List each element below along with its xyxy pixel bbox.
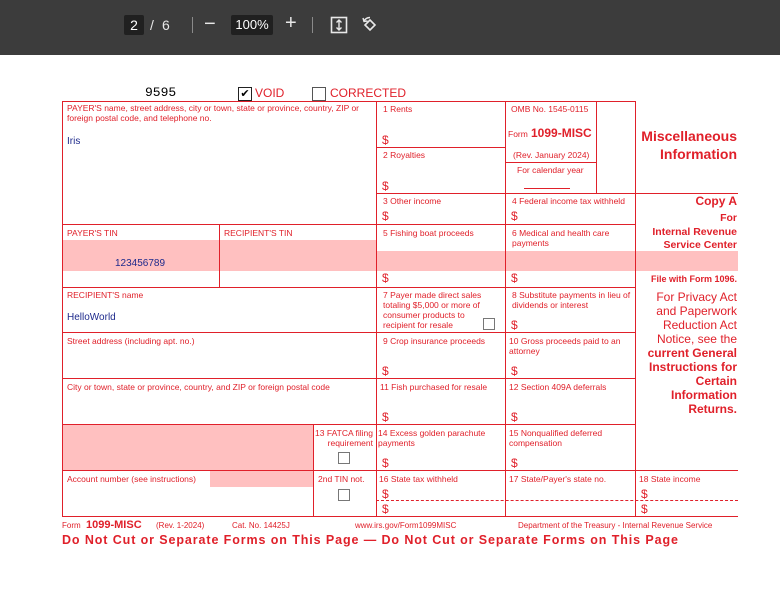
zoom-in-button[interactable]: + — [285, 12, 297, 34]
corrected-checkbox[interactable] — [312, 87, 326, 101]
recipient-tin-field[interactable] — [220, 240, 376, 271]
do-not-cut-notice: Do Not Cut or Separate Forms on This Page — Do Not Cut or Separate Forms on This Page — [62, 533, 679, 547]
payer-name-value[interactable]: Iris — [67, 136, 81, 147]
footer-form-prefix: Form — [62, 521, 81, 530]
box14-label: 14 Excess golden parachute payments — [378, 428, 486, 448]
second-tin-label: 2nd TIN not. — [318, 474, 365, 484]
box5-dollar[interactable]: $ — [382, 271, 389, 285]
calendar-year-label: For calendar year — [517, 165, 584, 175]
box18-label: 18 State income — [639, 474, 701, 484]
box5-shade — [377, 251, 505, 271]
rotate-icon[interactable] — [360, 15, 380, 35]
street-address-label: Street address (including apt. no.) — [67, 336, 195, 346]
footer-cat-no: Cat. No. 14425J — [232, 521, 290, 530]
form-name: 1099-MISC — [531, 126, 592, 140]
box16-dollar-2[interactable]: $ — [382, 502, 389, 516]
privacy-line5: current General — [647, 346, 737, 360]
footer-url: www.irs.gov/Form1099MISC — [355, 521, 457, 530]
box2-label: 2 Royalties — [383, 150, 426, 160]
box1-dollar[interactable]: $ — [382, 133, 389, 147]
box10-label: 10 Gross proceeds paid to an attorney — [509, 336, 621, 356]
privacy-line6: Instructions for — [648, 360, 737, 374]
box15-dollar[interactable]: $ — [511, 456, 518, 470]
page-total: 6 — [162, 17, 170, 33]
right-shade — [636, 251, 738, 271]
payer-tin-label: PAYER'S TIN — [67, 228, 118, 238]
box15-label: 15 Nonqualified deferred compensation — [509, 428, 603, 448]
zoom-out-button[interactable]: − — [204, 13, 216, 35]
box12-label: 12 Section 409A deferrals — [509, 382, 607, 392]
box16-label: 16 State tax withheld — [379, 474, 458, 484]
privacy-line4: Notice, see the — [656, 332, 737, 346]
box8-dollar[interactable]: $ — [511, 318, 518, 332]
box3-label: 3 Other income — [383, 196, 442, 206]
copy-irs-line1: Internal Revenue — [652, 226, 737, 238]
form-prefix: Form — [508, 129, 528, 139]
payer-tin-value: 123456789 — [115, 258, 166, 269]
box4-dollar[interactable]: $ — [511, 209, 518, 223]
box6-shade — [506, 251, 635, 271]
toolbar-divider — [312, 17, 313, 33]
privacy-line1: For Privacy Act — [656, 290, 737, 304]
recipient-name-value[interactable]: HelloWorld — [67, 312, 116, 323]
box4-label: 4 Federal income tax withheld — [512, 196, 625, 206]
revision-date: (Rev. January 2024) — [513, 150, 590, 160]
void-checkbox[interactable] — [238, 87, 252, 101]
box10-dollar[interactable]: $ — [511, 364, 518, 378]
city-label: City or town, state or province, country, and ZIP or foreign postal code — [67, 382, 330, 392]
fit-page-icon[interactable] — [330, 16, 348, 34]
form-title-line1: Miscellaneous — [641, 128, 737, 144]
page-number-input[interactable]: 2 — [124, 15, 144, 35]
account-number-field[interactable] — [210, 471, 313, 487]
recipient-tin-label: RECIPIENT'S TIN — [224, 228, 293, 238]
footer-form-name: 1099-MISC — [86, 519, 142, 531]
box7-label: 7 Payer made direct sales totaling $5,000 or more of consumer products to recipient for resale — [383, 290, 482, 330]
toolbar-divider — [192, 17, 193, 33]
box13-checkbox[interactable] — [338, 452, 350, 464]
box13-label: 13 FATCA filing requirement — [315, 428, 373, 448]
privacy-line8: Information — [671, 388, 737, 402]
privacy-line3: Reduction Act — [662, 318, 737, 332]
page-separator: / — [150, 17, 154, 33]
box7-checkbox[interactable] — [483, 318, 495, 330]
copy-a-label: Copy A — [695, 194, 737, 208]
box16-dollar-1[interactable]: $ — [382, 487, 389, 501]
box18-dollar-1[interactable]: $ — [641, 487, 648, 501]
box8-label: 8 Substitute payments in lieu of dividends or interest — [512, 290, 631, 310]
footer-department: Department of the Treasury - Internal Revenue Service — [518, 521, 713, 530]
form-code: 9595 — [145, 85, 177, 100]
form-footer — [62, 519, 738, 533]
footer-rev: (Rev. 1-2024) — [156, 521, 205, 530]
box5-label: 5 Fishing boat proceeds — [383, 228, 474, 238]
privacy-line9: Returns. — [688, 402, 737, 416]
box6-dollar[interactable]: $ — [511, 271, 518, 285]
privacy-line7: Certain — [695, 374, 737, 388]
copy-irs-line2: Service Center — [663, 239, 737, 251]
box2-dollar[interactable]: $ — [382, 179, 389, 193]
box1-label: 1 Rents — [383, 104, 413, 114]
box11-label: 11 Fish purchased for resale — [380, 382, 488, 392]
checkmark-icon: ✔ — [240, 88, 250, 100]
account-number-label: Account number (see instructions) — [67, 474, 196, 484]
box17-label: 17 State/Payer's state no. — [509, 474, 607, 484]
box11-dollar[interactable]: $ — [382, 410, 389, 424]
recipient-name-label: RECIPIENT'S name — [67, 290, 144, 300]
payer-label: PAYER'S name, street address, city or town, state or province, country, ZIP or foreign postal code, and telephone no. — [67, 103, 360, 123]
zoom-level-input[interactable]: 100% — [231, 15, 273, 35]
box12-dollar[interactable]: $ — [511, 410, 518, 424]
omb-number: OMB No. 1545-0115 — [511, 104, 589, 114]
pdf-toolbar — [0, 0, 780, 55]
box18-dollar-2[interactable]: $ — [641, 502, 648, 516]
box9-dollar[interactable]: $ — [382, 364, 389, 378]
file-with-1096: File with Form 1096. — [650, 274, 737, 284]
copy-for: For — [720, 212, 737, 224]
blank-shaded-field — [63, 425, 313, 470]
void-label: VOID — [255, 86, 285, 100]
privacy-line2: and Paperwork — [656, 304, 737, 318]
box9-label: 9 Crop insurance proceeds — [383, 336, 486, 346]
box14-dollar[interactable]: $ — [382, 456, 389, 470]
box6-label: 6 Medical and health care payments — [512, 228, 610, 248]
box3-dollar[interactable]: $ — [382, 209, 389, 223]
corrected-label: CORRECTED — [330, 86, 407, 100]
second-tin-checkbox[interactable] — [338, 489, 350, 501]
form-title-line2: Information — [660, 146, 737, 162]
